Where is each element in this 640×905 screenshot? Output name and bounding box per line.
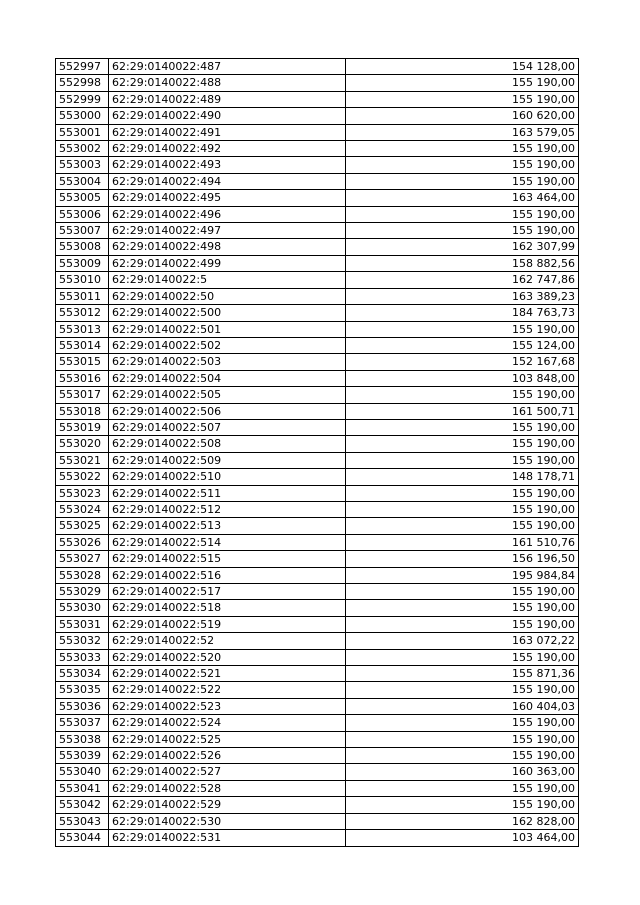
row-number-cell: 553033 [56, 649, 109, 665]
cadastral-number-cell: 62:29:0140022:497 [109, 223, 346, 239]
cadastral-value-cell: 162 828,00 [346, 813, 579, 829]
row-number-cell: 553011 [56, 288, 109, 304]
table-row [56, 666, 579, 682]
row-number-cell: 553023 [56, 485, 109, 501]
cadastral-value-cell: 154 128,00 [346, 59, 579, 75]
cadastral-number-cell: 62:29:0140022:492 [109, 141, 346, 157]
cadastral-number-cell: 62:29:0140022:519 [109, 616, 346, 632]
cadastral-value-cell: 155 190,00 [346, 649, 579, 665]
row-number-cell: 553027 [56, 551, 109, 567]
cadastral-number-cell: 62:29:0140022:487 [109, 59, 346, 75]
cadastral-value-table [55, 58, 579, 847]
cadastral-value-cell: 155 190,00 [346, 682, 579, 698]
table-row [56, 748, 579, 764]
row-number-cell: 553013 [56, 321, 109, 337]
row-number-cell: 553032 [56, 633, 109, 649]
cadastral-value-cell: 155 190,00 [346, 91, 579, 107]
table-row [56, 239, 579, 255]
cadastral-number-cell: 62:29:0140022:495 [109, 190, 346, 206]
cadastral-value-cell: 155 124,00 [346, 337, 579, 353]
table-row [56, 764, 579, 780]
cadastral-number-cell: 62:29:0140022:523 [109, 698, 346, 714]
row-number-cell: 553029 [56, 584, 109, 600]
cadastral-number-cell: 62:29:0140022:518 [109, 600, 346, 616]
row-number-cell: 553000 [56, 108, 109, 124]
table-row [56, 124, 579, 140]
cadastral-value-cell: 162 747,86 [346, 272, 579, 288]
cadastral-number-cell: 62:29:0140022:506 [109, 403, 346, 419]
table-body [56, 59, 579, 847]
cadastral-value-cell: 155 190,00 [346, 797, 579, 813]
row-number-cell: 553031 [56, 616, 109, 632]
cadastral-value-cell: 155 190,00 [346, 75, 579, 91]
row-number-cell: 552997 [56, 59, 109, 75]
row-number-cell: 553035 [56, 682, 109, 698]
row-number-cell: 553026 [56, 534, 109, 550]
cadastral-number-cell: 62:29:0140022:488 [109, 75, 346, 91]
cadastral-number-cell: 62:29:0140022:501 [109, 321, 346, 337]
cadastral-value-cell: 155 190,00 [346, 452, 579, 468]
cadastral-number-cell: 62:29:0140022:521 [109, 666, 346, 682]
row-number-cell: 553022 [56, 469, 109, 485]
cadastral-number-cell: 62:29:0140022:525 [109, 731, 346, 747]
table-row [56, 288, 579, 304]
cadastral-number-cell: 62:29:0140022:505 [109, 387, 346, 403]
cadastral-number-cell: 62:29:0140022:513 [109, 518, 346, 534]
cadastral-value-cell: 163 579,05 [346, 124, 579, 140]
row-number-cell: 553002 [56, 141, 109, 157]
cadastral-number-cell: 62:29:0140022:490 [109, 108, 346, 124]
table-row [56, 141, 579, 157]
cadastral-value-cell: 155 190,00 [346, 518, 579, 534]
cadastral-number-cell: 62:29:0140022:522 [109, 682, 346, 698]
table-row [56, 633, 579, 649]
row-number-cell: 553021 [56, 452, 109, 468]
cadastral-value-cell: 155 190,00 [346, 321, 579, 337]
row-number-cell: 553015 [56, 354, 109, 370]
table-row [56, 305, 579, 321]
table-row [56, 731, 579, 747]
table-row [56, 223, 579, 239]
cadastral-number-cell: 62:29:0140022:496 [109, 206, 346, 222]
row-number-cell: 553019 [56, 419, 109, 435]
cadastral-value-cell: 155 190,00 [346, 780, 579, 796]
cadastral-value-cell: 155 190,00 [346, 501, 579, 517]
cadastral-number-cell: 62:29:0140022:515 [109, 551, 346, 567]
cadastral-number-cell: 62:29:0140022:520 [109, 649, 346, 665]
row-number-cell: 553006 [56, 206, 109, 222]
table-row [56, 370, 579, 386]
cadastral-value-cell: 148 178,71 [346, 469, 579, 485]
table-row [56, 469, 579, 485]
cadastral-value-cell: 103 464,00 [346, 830, 579, 846]
cadastral-number-cell: 62:29:0140022:498 [109, 239, 346, 255]
table-row [56, 337, 579, 353]
table-row [56, 567, 579, 583]
table-row [56, 584, 579, 600]
cadastral-value-cell: 155 871,36 [346, 666, 579, 682]
table-row [56, 354, 579, 370]
table-row [56, 780, 579, 796]
row-number-cell: 553003 [56, 157, 109, 173]
cadastral-number-cell: 62:29:0140022:528 [109, 780, 346, 796]
cadastral-number-cell: 62:29:0140022:494 [109, 173, 346, 189]
cadastral-number-cell: 62:29:0140022:524 [109, 715, 346, 731]
cadastral-number-cell: 62:29:0140022:502 [109, 337, 346, 353]
row-number-cell: 553017 [56, 387, 109, 403]
cadastral-value-cell: 163 389,23 [346, 288, 579, 304]
cadastral-value-cell: 155 190,00 [346, 173, 579, 189]
row-number-cell: 553004 [56, 173, 109, 189]
row-number-cell: 553009 [56, 255, 109, 271]
cadastral-value-cell: 156 196,50 [346, 551, 579, 567]
cadastral-number-cell: 62:29:0140022:526 [109, 748, 346, 764]
cadastral-value-cell: 152 167,68 [346, 354, 579, 370]
cadastral-number-cell: 62:29:0140022:5 [109, 272, 346, 288]
row-number-cell: 553043 [56, 813, 109, 829]
cadastral-number-cell: 62:29:0140022:491 [109, 124, 346, 140]
cadastral-value-cell: 160 620,00 [346, 108, 579, 124]
table-row [56, 403, 579, 419]
table-row [56, 321, 579, 337]
cadastral-value-cell: 163 464,00 [346, 190, 579, 206]
cadastral-value-cell: 161 510,76 [346, 534, 579, 550]
row-number-cell: 553018 [56, 403, 109, 419]
cadastral-number-cell: 62:29:0140022:504 [109, 370, 346, 386]
cadastral-number-cell: 62:29:0140022:511 [109, 485, 346, 501]
table-row [56, 551, 579, 567]
table-row [56, 108, 579, 124]
table-row [56, 59, 579, 75]
table-row [56, 698, 579, 714]
row-number-cell: 553037 [56, 715, 109, 731]
row-number-cell: 553041 [56, 780, 109, 796]
cadastral-number-cell: 62:29:0140022:493 [109, 157, 346, 173]
cadastral-value-cell: 155 190,00 [346, 600, 579, 616]
row-number-cell: 553005 [56, 190, 109, 206]
table-row [56, 600, 579, 616]
table-row [56, 501, 579, 517]
cadastral-number-cell: 62:29:0140022:499 [109, 255, 346, 271]
table-row [56, 682, 579, 698]
row-number-cell: 553042 [56, 797, 109, 813]
table-row [56, 715, 579, 731]
row-number-cell: 553008 [56, 239, 109, 255]
table-row [56, 534, 579, 550]
cadastral-number-cell: 62:29:0140022:503 [109, 354, 346, 370]
table-row [56, 75, 579, 91]
cadastral-value-cell: 155 190,00 [346, 616, 579, 632]
table-row [56, 91, 579, 107]
table-row [56, 387, 579, 403]
cadastral-number-cell: 62:29:0140022:50 [109, 288, 346, 304]
cadastral-value-cell: 163 072,22 [346, 633, 579, 649]
table-row [56, 797, 579, 813]
table-row [56, 436, 579, 452]
cadastral-value-cell: 155 190,00 [346, 387, 579, 403]
table-row [56, 452, 579, 468]
cadastral-value-cell: 155 190,00 [346, 157, 579, 173]
table-row [56, 485, 579, 501]
cadastral-value-cell: 155 190,00 [346, 485, 579, 501]
cadastral-number-cell: 62:29:0140022:509 [109, 452, 346, 468]
cadastral-number-cell: 62:29:0140022:508 [109, 436, 346, 452]
cadastral-number-cell: 62:29:0140022:531 [109, 830, 346, 846]
table-row [56, 206, 579, 222]
cadastral-value-cell: 155 190,00 [346, 715, 579, 731]
cadastral-value-cell: 160 363,00 [346, 764, 579, 780]
table-row [56, 157, 579, 173]
row-number-cell: 553030 [56, 600, 109, 616]
row-number-cell: 553044 [56, 830, 109, 846]
table-row [56, 518, 579, 534]
row-number-cell: 553001 [56, 124, 109, 140]
row-number-cell: 553025 [56, 518, 109, 534]
table-row [56, 830, 579, 846]
cadastral-value-cell: 155 190,00 [346, 223, 579, 239]
cadastral-value-cell: 155 190,00 [346, 206, 579, 222]
table-row [56, 649, 579, 665]
cadastral-number-cell: 62:29:0140022:507 [109, 419, 346, 435]
cadastral-value-cell: 155 190,00 [346, 731, 579, 747]
row-number-cell: 553038 [56, 731, 109, 747]
table-row [56, 173, 579, 189]
cadastral-value-cell: 158 882,56 [346, 255, 579, 271]
cadastral-number-cell: 62:29:0140022:529 [109, 797, 346, 813]
cadastral-value-cell: 103 848,00 [346, 370, 579, 386]
cadastral-value-cell: 155 190,00 [346, 748, 579, 764]
cadastral-value-cell: 155 190,00 [346, 584, 579, 600]
row-number-cell: 553016 [56, 370, 109, 386]
row-number-cell: 552999 [56, 91, 109, 107]
cadastral-value-cell: 155 190,00 [346, 436, 579, 452]
row-number-cell: 553012 [56, 305, 109, 321]
table-row [56, 419, 579, 435]
cadastral-number-cell: 62:29:0140022:52 [109, 633, 346, 649]
cadastral-number-cell: 62:29:0140022:530 [109, 813, 346, 829]
cadastral-number-cell: 62:29:0140022:512 [109, 501, 346, 517]
row-number-cell: 553024 [56, 501, 109, 517]
row-number-cell: 553020 [56, 436, 109, 452]
row-number-cell: 553010 [56, 272, 109, 288]
cadastral-number-cell: 62:29:0140022:527 [109, 764, 346, 780]
cadastral-value-cell: 155 190,00 [346, 141, 579, 157]
cadastral-value-cell: 184 763,73 [346, 305, 579, 321]
row-number-cell: 553028 [56, 567, 109, 583]
cadastral-value-cell: 162 307,99 [346, 239, 579, 255]
row-number-cell: 553014 [56, 337, 109, 353]
cadastral-number-cell: 62:29:0140022:514 [109, 534, 346, 550]
cadastral-number-cell: 62:29:0140022:500 [109, 305, 346, 321]
cadastral-number-cell: 62:29:0140022:489 [109, 91, 346, 107]
cadastral-value-cell: 195 984,84 [346, 567, 579, 583]
row-number-cell: 553039 [56, 748, 109, 764]
table-row [56, 813, 579, 829]
cadastral-value-cell: 161 500,71 [346, 403, 579, 419]
row-number-cell: 552998 [56, 75, 109, 91]
table-row [56, 272, 579, 288]
cadastral-number-cell: 62:29:0140022:516 [109, 567, 346, 583]
cadastral-number-cell: 62:29:0140022:517 [109, 584, 346, 600]
table-row [56, 255, 579, 271]
row-number-cell: 553036 [56, 698, 109, 714]
row-number-cell: 553034 [56, 666, 109, 682]
row-number-cell: 553007 [56, 223, 109, 239]
cadastral-number-cell: 62:29:0140022:510 [109, 469, 346, 485]
table-row [56, 190, 579, 206]
row-number-cell: 553040 [56, 764, 109, 780]
cadastral-value-cell: 155 190,00 [346, 419, 579, 435]
table-row [56, 616, 579, 632]
cadastral-value-cell: 160 404,03 [346, 698, 579, 714]
